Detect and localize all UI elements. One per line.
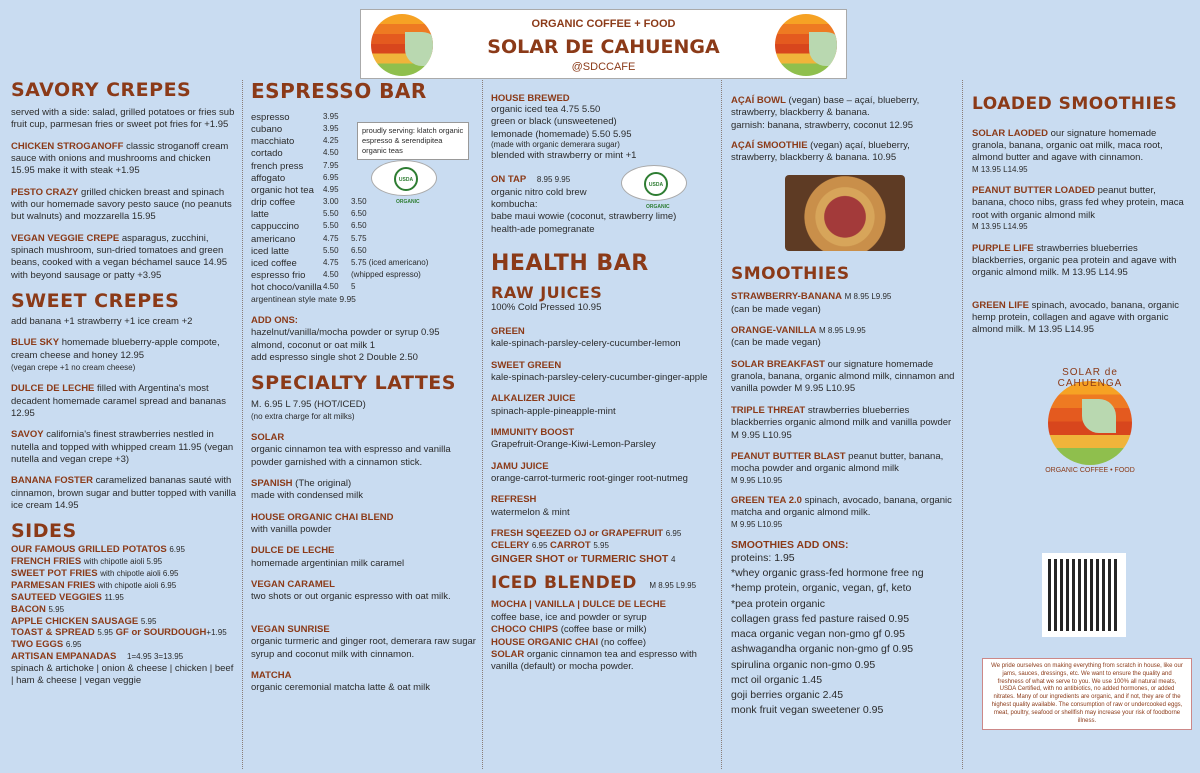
espresso-item: americano 4.75 5.75 [251, 233, 367, 245]
addon-line: collagen grass fed pasture raised 0.95 [731, 612, 910, 625]
brand-logo: SOLAR de CAHUENGA ORGANIC COFFEE • FOOD [1045, 367, 1135, 474]
sweet-title: SWEET CREPES [11, 290, 180, 313]
addon-line: goji berries organic 2.45 [731, 688, 844, 701]
menu-item: CHICKEN STROGANOFF classic stroganoff cream sauce with onions and mushrooms and chicken 15.95 make it with steak +1.95 [11, 140, 229, 177]
addon-line: monk fruit vegan sweetener 0.95 [731, 704, 884, 717]
addon-line: add espresso single shot 2 Double 2.50 [251, 352, 418, 364]
addon-line: *whey organic grass-fed hormone free ng [731, 567, 924, 580]
espresso-item: macchiato 4.25 [251, 136, 339, 148]
espresso-item: cappuccino 5.50 6.50 [251, 221, 367, 233]
savory-title: SAVORY CREPES [11, 79, 192, 101]
brewed-title: HOUSE BREWED [491, 93, 570, 104]
menu-item: SAVOY california's finest strawberries nestled in nutella and topped with whipped cream 11.95 (vegan nutella and vegan crepe +3) [11, 429, 234, 465]
menu-item: DULCE DE LECHE filled with Argentina's most decadent homemade caramel spread and bananas 12.95 [11, 383, 226, 419]
juices-title: RAW JUICES [491, 283, 603, 303]
iced-title: ICED BLENDED [491, 573, 637, 594]
espresso-item: cortado 4.50 [251, 148, 339, 160]
addon-line: *pea protein organic [731, 597, 825, 610]
sweet-note: add banana +1 strawberry +1 ice cream +2 [11, 315, 193, 327]
espresso-item: espresso 3.95 [251, 112, 339, 123]
addons-title: ADD ONS: [251, 315, 298, 327]
addon-line: proteins: 1.95 [731, 552, 795, 564]
juice-item: IMMUNITY BOOST Grapefruit-Orange-Kiwi-Lemon-Parsley [491, 427, 656, 451]
menu-item: BLUE SKY homemade blueberry-apple compote, cream cheese and honey 12.95 (vegan crepe +1 no cream cheese) [11, 337, 220, 372]
addon-line: spirulina organic non-gmo 0.95 [731, 658, 876, 671]
addon-line: hazelnut/vanilla/mocha powder or syrup 0.95 [251, 327, 440, 339]
espresso-item: latte 5.50 6.50 [251, 209, 367, 221]
menu-item: MATCHA organic ceremonial matcha latte & oat milk [251, 669, 430, 694]
qr-code[interactable] [1042, 553, 1126, 637]
menu-item: VEGAN SUNRISE organic turmeric and ginger root, demerara raw sugar syrup and coconut milk with cinnamon. [251, 623, 476, 660]
header-tag: ORGANIC COFFEE + FOOD [531, 18, 676, 30]
mate: argentinean style mate 9.95 [251, 294, 356, 305]
disclaimer: We pride ourselves on making everything from scratch in house, like our jams, sauces, dressings, etc. We want to ensure the quality and freshness of what we serve to you. We use 100% all natural meats, USDA Certified, with no antibiotics, no added hormones, or added nitrates. Many of our ingredients are organic, and if not, they are of the highest quality available. The consumption of raw or undercooked eggs, meat, poultry, seafood or shellfish may increase your risk of foodborne illness. [982, 658, 1192, 730]
menu-item: PESTO CRAZY grilled chicken breast and spinach with our homemade savory pesto sauce (no peanuts but walnuts) and mozzarella 15.95 [11, 186, 232, 223]
juice-item: ALKALIZER JUICE spinach-apple-pineapple-mint [491, 393, 616, 417]
addon-line: maca organic vegan non-gmo gf 0.95 [731, 628, 905, 641]
espresso-item: drip coffee 3.00 3.50 [251, 197, 367, 209]
espresso-item: hot choco/vanilla 4.50 5 [251, 282, 356, 294]
serving-box: proudly serving: klatch organic espresso & serendipitea organic teas [357, 122, 469, 160]
juice-item: REFRESH watermelon & mint [491, 494, 570, 518]
sides-list: OUR FAMOUS GRILLED POTATOS 6.95 FRENCH FRIES with chipotle aioli 5.95 SWEET POT FRIES with chipotle aioli 6.95 PARMESAN FRIES with chipotle aioli 6.95 SAUTEED VEGGIES 11.95 BACON 5.95 APPLE CHICKEN SAUSAGE 5.95 TOAST & SPREAD 5.95 GF or SOURDOUGH+1.95 TWO EGGS 6.95 ARTISAN EMPANADAS 1=4.95 3=13.95 spinach & artichoke | onion & cheese | chicken | beef | ham & cheese | vegan veggie [11, 544, 234, 686]
usda-badge: USDA ORGANIC [621, 165, 687, 201]
addon-line: almond, coconut or oat milk 1 [251, 339, 376, 351]
lattes-note: (no extra charge for alt milks) [251, 411, 355, 421]
lattes-title: SPECIALTY LATTES [251, 372, 456, 395]
savory-note: served with a side: salad, grilled potatoes or fries sub fruit cup, parmesan fries or sweet pot fries for +1.95 [11, 106, 235, 131]
menu-item: DULCE DE LECHE homemade argentinian milk caramel [251, 545, 405, 569]
espresso-item: cubano 3.95 [251, 124, 339, 136]
menu-item: HOUSE ORGANIC CHAI BLEND with vanilla powder [251, 511, 394, 536]
sides-title: SIDES [11, 520, 77, 543]
menu-item: BANANA FOSTER caramelized bananas sauté with cinnamon, brown sugar and butter topped with vanilla ice cream 14.95 [11, 475, 236, 512]
menu-item: SOLAR organic cinnamon tea with espresso and vanilla powder garnished with a cinnamon stick. [251, 432, 451, 468]
menu-header [360, 9, 847, 79]
juice-item: JAMU JUICE orange-carrot-turmeric root-ginger root-nutmeg [491, 460, 688, 485]
health-title: HEALTH BAR [491, 250, 649, 276]
espresso-item: organic hot tea 4.95 [251, 184, 339, 196]
espresso-title: ESPRESSO BAR [251, 79, 427, 103]
acai-bowl-photo [785, 175, 905, 251]
juice-item: GREEN kale-spinach-parsley-celery-cucumber-lemon [491, 326, 681, 350]
espresso-item: french press 7.95 [251, 160, 339, 172]
juice-item: SWEET GREEN kale-spinach-parsley-celery-cucumber-ginger-apple [491, 359, 708, 384]
column-2 [251, 80, 477, 773]
smoothie-addons [731, 551, 957, 718]
loaded-title: LOADED SMOOTHIES [972, 94, 1178, 114]
addon-line: mct oil organic 1.45 [731, 673, 823, 686]
column-4: AÇAÍ BOWL (vegan) base – açaí, blueberry, strawberry, blackberry & banana. garnish: banana, strawberry, coconut 12.95 AÇAÍ SMOOTHIE (vegan) açaí, blueberry, strawberry, blackberry & banana. 10.95 SMOOTHIES STRAWBERRY-BANANA M 8.95 L9.95 (can be made vegan) ORANGE-VANILLA M 8.95 L9.95 (can be made vegan) SOLAR BREAKFAST our signature homemade granola, banana, organic almond milk, cinnamon and vanilla powder M 9.95 L10.95 TRIPLE THREAT strawberries blueberries blackberries organic almond milk and vanilla powder M 9.95 L10.95 PEANUT BUTTER BLAST peanut butter, banana, mocha powder and organic almond milk M 9.95 L10.95 GREEN TEA 2.0 spinach, avocado, banana, organic matcha and organic almond milk. M 9.95 L10.95 SMOOTHIES ADD ONS: proteins: 1.95 *whey organic grass-fed hormone free ng *hemp protein, organic, vegan, gf, keto *pea protein organic collagen grass fed pasture raised 0.95 maca organic vegan non-gmo gf 0.95 ashwagandha organic non-gmo gf 0.95 spirulina organic non-gmo 0.95 mct oil organic 1.45 goji berries organic 2.45 monk fruit vegan sweetener 0.95 [731, 95, 957, 773]
addon-line: ashwagandha organic non-gmo gf 0.95 [731, 643, 914, 656]
espresso-item: iced coffee 4.75 5.75 (iced americano) [251, 257, 429, 269]
espresso-item: iced latte 5.50 6.50 [251, 245, 367, 257]
menu-item: VEGAN CARAMEL two shots or out organic espresso with oat milk. [251, 579, 451, 603]
addon-line: *hemp protein, organic, vegan, gf, keto [731, 582, 912, 595]
column-3: HOUSE BREWED organic iced tea 4.75 5.50 green or black (unsweetened) lemonade (homemade) 5.50 5.95 (made with organic demerara sugar) blended with strawberry or mint +1 ON TAP 8.95 9.95 USDA ORGANIC organic nitro cold brew kombucha: babe maui wowie (coconut, strawberry lime) health-ade pomegranate HEALTH BAR RAW JUICES 100% Cold Pressed 10.95 GREEN kale-spinach-parsley-celery-cucumber-lemon SWEET GREEN kale-spinach-parsley-celery-cucumber-ginger-apple ALKALIZER JUICE spinach-apple-pineapple-mint IMMUNITY BOOST Grapefruit-Orange-Kiwi-Lemon-Parsley JAMU JUICE orange-carrot-turmeric root-ginger root-nutmeg REFRESH watermelon & mint FRESH SQEEZED OJ or GRAPEFRUIT 6.95 CELERY 6.95 CARROT 5.95 GINGER SHOT or TURMERIC SHOT 4 ICED BLENDED M 8.95 L9.95 MOCHA | VANILLA | DULCE DE LECHE coffee base, ice and powder or syrup CHOCO CHIPS (coffee base or milk) HOUSE ORGANIC CHAI (no coffee) SOLAR organic cinnamon tea and espresso with vanilla (default) or mocha powder. [491, 93, 717, 773]
usda-badge: USDA ORGANIC [371, 160, 437, 196]
menu-item: VEGAN VEGGIE CREPE asparagus, zucchini, spinach mushroom, sun-dried tomatoes and green beans, cooked with a vegan béchamel sauce 14.95 with beyond sausage or patty +3.95 [11, 232, 228, 281]
espresso-item: espresso frio 4.50 (whipped espresso) [251, 270, 421, 282]
espresso-item: affogato 6.95 [251, 172, 339, 184]
lattes-price: M. 6.95 L 7.95 (HOT/ICED) [251, 399, 366, 411]
menu-item: SPANISH (The original) made with condensed milk [251, 478, 363, 502]
header-title: SOLAR DE CAHUENGA [487, 36, 720, 58]
column-5: LOADED SMOOTHIES SOLAR LAODED our signature homemade granola, banana, organic oat milk, maca root, almond butter and agave with cinnamon. M 13.95 L14.95 PEANUT BUTTER LOADED peanut butter, banana, choco nibs, grass fed whey protein, maca root with organic almond milk M 13.95 L14.95 PURPLE LIFE strawberries blueberries blackberries, organic pea protein and agave with organic almond milk. M 13.95 L14.95 GREEN LIFE spinach, avocado, banana, organic hemp protein, collagen and agave with organic almond milk. M 13.95 L14.95 SOLAR de CAHUENGA ORGANIC COFFEE • FOOD We pride ourselves on making everything from scratch in house, like our jams, sauces, dressings, etc. We want to ensure the quality and freshness of what we serve to you. We use 100% all natural meats, USDA Certified, with no antibiotics, no added hormones, or added nitrates. Many of our ingredients are organic, and if not, they are of the highest quality available. The consumption of raw or undercooked eggs, meat, poultry, seafood or shellfish may increase your risk of foodborne illness. [972, 95, 1192, 773]
header-handle: @SDCCAFE [571, 61, 636, 73]
column-1 [11, 80, 237, 773]
smoothies-title: SMOOTHIES [731, 263, 850, 284]
